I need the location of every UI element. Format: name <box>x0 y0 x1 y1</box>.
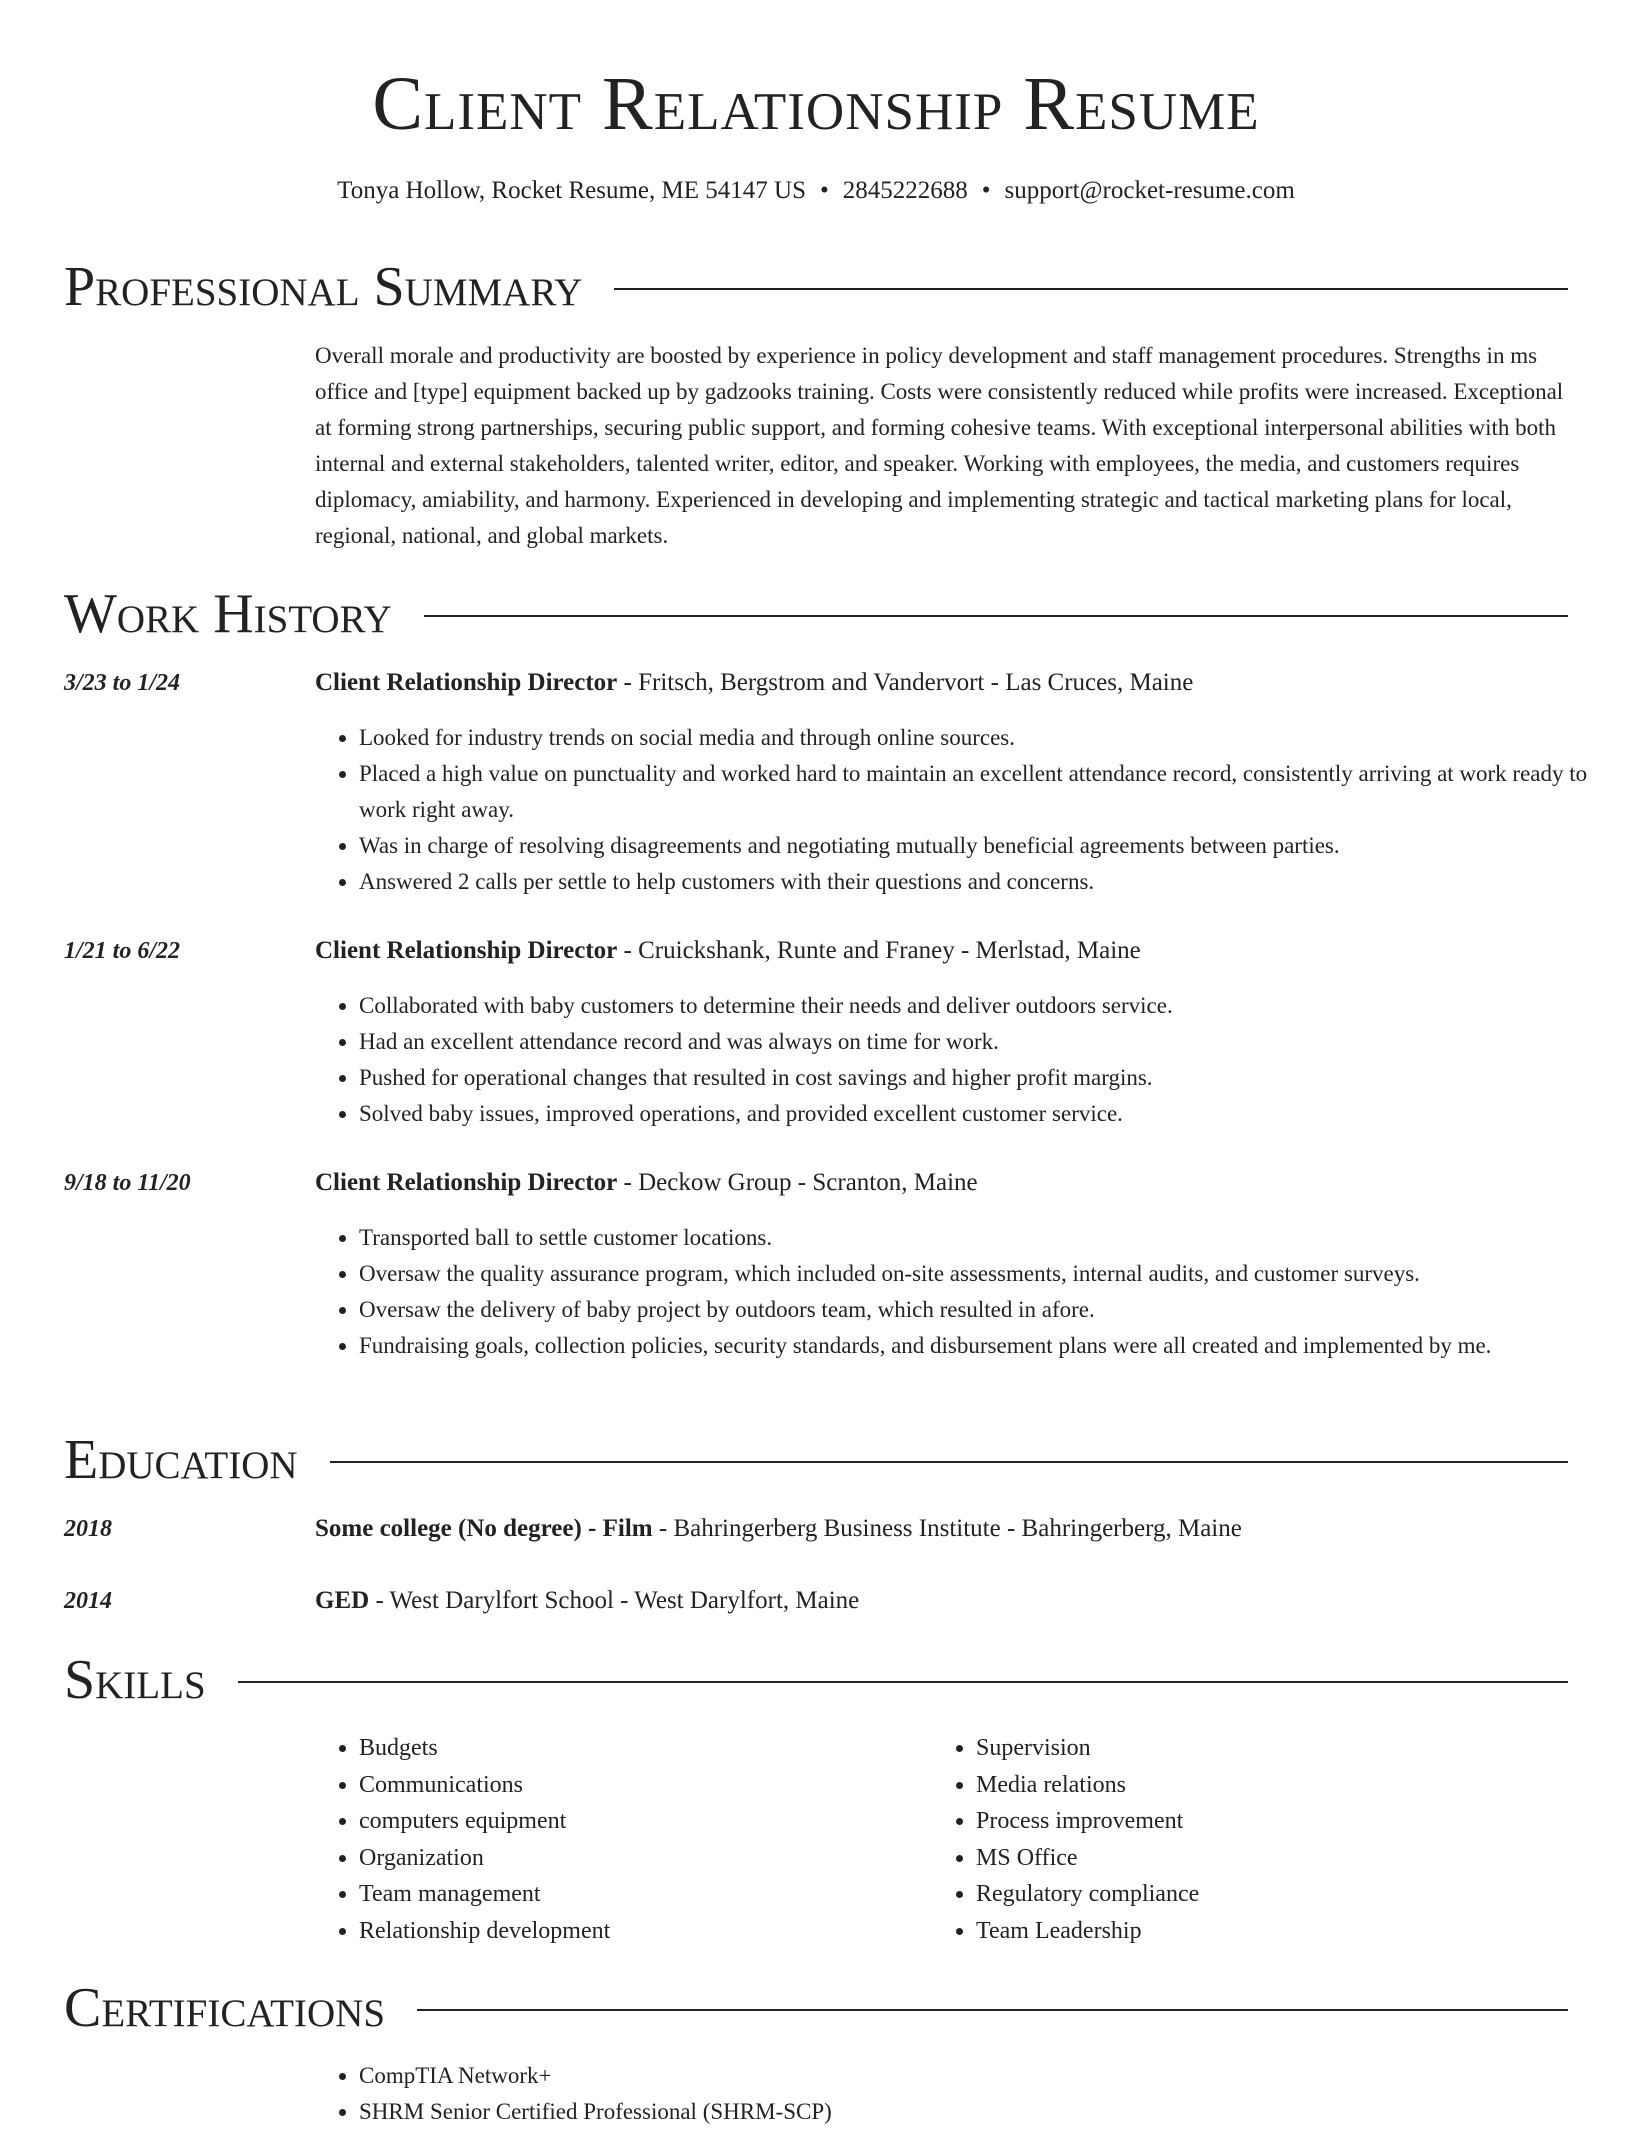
skill-item: • Relationship development <box>359 1913 919 1950</box>
job-title: Client Relationship Director <box>315 937 618 964</box>
education-degree: GED <box>315 1587 370 1614</box>
certification-item: • CompTIA Network+ <box>359 2058 1599 2094</box>
list-item: • Looked for industry trends on social media and through online sources. <box>359 720 1599 756</box>
list-item: • Had an excellent attendance record and was always on time for work. <box>359 1024 1599 1060</box>
job-bullets <box>315 1220 1599 1364</box>
job-heading <box>315 666 1570 700</box>
job-details: - Deckow Group - Scranton, Maine <box>617 1169 978 1196</box>
skills-list-left <box>315 1730 919 1949</box>
list-item: • Answered 2 calls per settle to help customers with their questions and concerns. <box>359 864 1599 900</box>
list-item: • Placed a high value on punctuality and worked hard to maintain an excellent attendance record, consistently arriving at work ready to work right away. <box>359 756 1599 828</box>
job-bullets <box>315 988 1599 1132</box>
skill-item: • Media relations <box>976 1767 1576 1804</box>
section-header-work <box>64 582 1568 646</box>
job-dates: 1/21 to 6/22 <box>64 938 181 964</box>
skill-item: • Process improvement <box>976 1803 1576 1840</box>
summary-text: Overall morale and productivity are boosted by experience in policy development and staff management procedures. Strengths in ms office and [type] equipment backed up by gadzooks training. Costs were consistently reduced while profits were increased. Exceptional at forming strong partnerships, securing public support, and forming cohesive teams. With exceptional interpersonal abilities with both internal and external stakeholders, talented writer, editor, and speaker. Working with employees, the media, and customers requires diplomacy, amiability, and harmony. Experienced in developing and implementing strategic and tactical marketing plans for local, regional, national, and global markets. <box>315 343 1564 548</box>
section-divider <box>424 615 1568 617</box>
section-divider <box>614 288 1568 290</box>
contact-phone: 2845222688 <box>842 177 968 204</box>
section-title: Work History <box>64 583 392 645</box>
skill-item: • Supervision <box>976 1730 1576 1767</box>
section-header-certifications <box>64 1976 1568 2040</box>
job-dates: 3/23 to 1/24 <box>64 670 181 696</box>
contact-email: support@rocket-resume.com <box>1004 177 1295 204</box>
education-heading <box>315 1584 1570 1618</box>
job-title: Client Relationship Director <box>315 669 618 696</box>
job-bullets <box>315 720 1599 900</box>
contact-line <box>0 174 1632 208</box>
contact-address: Tonya Hollow, Rocket Resume, ME 54147 US <box>337 177 806 204</box>
skill-item: • Organization <box>359 1840 919 1877</box>
separator-dot: • <box>981 177 991 204</box>
list-item: • Oversaw the delivery of baby project by outdoors team, which resulted in afore. <box>359 1292 1599 1328</box>
skill-item: • Communications <box>359 1767 919 1804</box>
list-item: • Solved baby issues, improved operations, and provided excellent customer service. <box>359 1096 1599 1132</box>
job-details: - Fritsch, Bergstrom and Vandervort - Las Cruces, Maine <box>617 669 1194 696</box>
certification-item: • SHRM Senior Certified Professional (SHRM-SCP) <box>359 2094 1599 2130</box>
skill-item: • Team management <box>359 1876 919 1913</box>
job-heading <box>315 934 1570 968</box>
section-header-summary <box>64 255 1568 319</box>
education-year: 2018 <box>64 1516 112 1542</box>
list-item: • Oversaw the quality assurance program, which included on-site assessments, internal audits, and customer surveys. <box>359 1256 1599 1292</box>
education-degree: Some college (No degree) - Film <box>315 1515 653 1542</box>
section-divider <box>417 2009 1568 2011</box>
education-details: - West Darylfort School - West Darylfort, Maine <box>369 1587 860 1614</box>
resume-title: Client Relationship Resume <box>372 62 1260 146</box>
separator-dot: • <box>819 177 829 204</box>
education-year: 2014 <box>64 1588 112 1614</box>
education-heading <box>315 1512 1570 1546</box>
list-item: • Pushed for operational changes that resulted in cost savings and higher profit margins. <box>359 1060 1599 1096</box>
job-details: - Cruickshank, Runte and Franey - Merlstad, Maine <box>617 937 1141 964</box>
skill-item: • Regulatory compliance <box>976 1876 1576 1913</box>
skill-item: • MS Office <box>976 1840 1576 1877</box>
section-title: Professional Summary <box>64 256 583 318</box>
list-item: • Collaborated with baby customers to determine their needs and deliver outdoors service. <box>359 988 1599 1024</box>
section-header-education <box>64 1428 1568 1492</box>
job-title: Client Relationship Director <box>315 1169 618 1196</box>
section-divider <box>238 1681 1568 1683</box>
list-item: • Fundraising goals, collection policies, security standards, and disbursement plans were all created and implemented by me. <box>359 1328 1599 1364</box>
education-details: - Bahringerberg Business Institute - Bahringerberg, Maine <box>652 1515 1242 1542</box>
section-title: Certifications <box>64 1977 386 2039</box>
section-title: Skills <box>64 1649 206 1711</box>
certifications-list <box>315 2058 1599 2130</box>
skill-item: • Budgets <box>359 1730 919 1767</box>
list-item: • Transported ball to settle customer locations. <box>359 1220 1599 1256</box>
skill-item: • computers equipment <box>359 1803 919 1840</box>
skill-item: • Team Leadership <box>976 1913 1576 1950</box>
section-title: Education <box>64 1429 298 1491</box>
job-heading <box>315 1166 1570 1200</box>
job-dates: 9/18 to 11/20 <box>64 1170 191 1196</box>
skills-list-right <box>932 1730 1576 1949</box>
section-header-skills <box>64 1648 1568 1712</box>
section-divider <box>330 1461 1568 1463</box>
list-item: • Was in charge of resolving disagreements and negotiating mutually beneficial agreements between parties. <box>359 828 1599 864</box>
